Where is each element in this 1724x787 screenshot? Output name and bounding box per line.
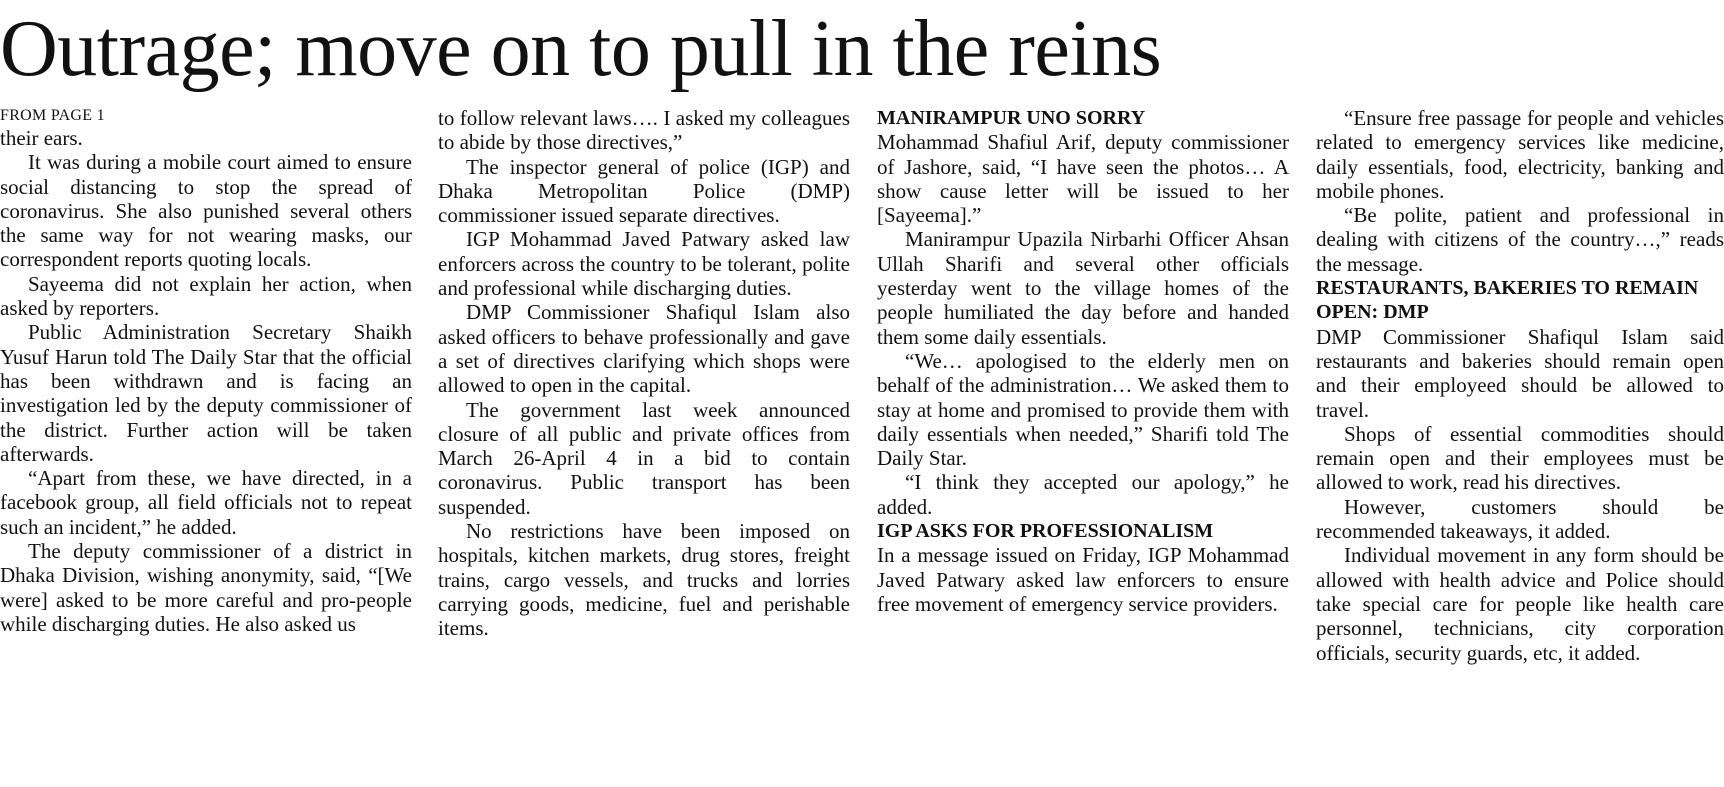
paragraph: The deputy commissioner of a district in Dhaka Division, wishing anonymity, said, “[We were] asked to be more careful and pro-people while discharging duties. He also asked us <box>0 539 412 636</box>
paragraph: In a message issued on Friday, IGP Mohammad Javed Patwary asked law enforcers to ensure free movement of emergency service providers. <box>877 543 1289 616</box>
paragraph: Mohammad Shafiul Arif, deputy commissioner of Jashore, said, “I have seen the photos… A show cause letter will be issued to her [Sayeema].” <box>877 130 1289 228</box>
article-column-3 <box>877 106 1289 786</box>
paragraph: Public Administration Secretary Shaikh Yusuf Harun told The Daily Star that the official has been withdrawn and is facing an investigation led by the deputy commissioner of the district. Further action will be taken afterwards. <box>0 320 412 466</box>
article-column-4 <box>1316 106 1724 786</box>
paragraph: DMP Commissioner Shafiqul Islam also asked officers to behave professionally and gave a set of directives clarifying which shops were allowed to open in the capital. <box>438 300 850 398</box>
paragraph: However, customers should be recommended takeaways, it added. <box>1316 494 1724 544</box>
paragraph: Manirampur Upazila Nirbarhi Officer Ahsan Ullah Sharifi and several other officials yesterday went to the village homes of the people humiliated the day before and handed them some daily essentials. <box>877 227 1289 349</box>
paragraph: DMP Commissioner Shafiqul Islam said restaurants and bakeries should remain open and their employeed should be allowed to travel. <box>1316 324 1724 422</box>
continuation-kicker: FROM PAGE 1 <box>0 107 105 124</box>
subhead-restaurants-bakeries: RESTAURANTS, BAKERIES TO REMAIN OPEN: DMP <box>1316 277 1699 324</box>
paragraph: Shops of essential commodities should remain open and their employees must be allowed to work, read his directives. <box>1316 421 1724 495</box>
paragraph: Individual movement in any form should be allowed with health advice and Police should take special care for people like health care personnel, technicians, city corporation officials, security guards, etc, it added. <box>1316 543 1724 665</box>
paragraph: Sayeema did not explain her action, when asked by reporters. <box>0 271 412 321</box>
paragraph: “Be polite, patient and professional in dealing with citizens of the country…,” reads the message. <box>1316 203 1724 276</box>
paragraph: It was during a mobile court aimed to ensure social distancing to stop the spread of coronavirus. She also punished several others the same way for not wearing masks, our correspondent reports quoting locals. <box>0 150 412 272</box>
paragraph: The inspector general of police (IGP) and Dhaka Metropolitan Police (DMP) commissioner issued separate directives. <box>438 154 850 228</box>
subhead-igp-professionalism: IGP ASKS FOR PROFESSIONALISM <box>877 520 1214 543</box>
headline: Outrage; move on to pull in the reins <box>0 5 1162 93</box>
paragraph: “Ensure free passage for people and vehicles related to emergency services like medicine, daily essentials, food, electricity, banking and mobile phones. <box>1316 106 1724 203</box>
paragraph: No restrictions have been imposed on hospitals, kitchen markets, drug stores, freight trains, cargo vessels, and trucks and lorries carrying goods, medicine, fuel and perishable items. <box>438 519 850 641</box>
subhead-manirampur-uno-sorry: MANIRAMPUR UNO SORRY <box>877 107 1146 129</box>
paragraph: their ears. <box>0 126 83 150</box>
article-column-1 <box>0 106 412 786</box>
paragraph: The government last week announced closure of all public and private offices from March 26-April 4 in a bid to contain coronavirus. Public transport has been suspended. <box>438 397 850 519</box>
paragraph: IGP Mohammad Javed Patwary asked law enforcers across the country to be tolerant, polite and professional while discharging duties. <box>438 227 850 301</box>
paragraph: “We… apologised to the elderly men on behalf of the administration… We asked them to stay at home and promised to provide them with daily essentials when needed,” Sharifi told The Daily Star. <box>877 348 1289 471</box>
article-column-2 <box>438 106 850 786</box>
paragraph: to follow relevant laws…. I asked my colleagues to abide by those directives,” <box>438 106 850 155</box>
paragraph: “Apart from these, we have directed, in a facebook group, all field officials not to repeat such an incident,” he added. <box>0 466 412 539</box>
paragraph: “I think they accepted our apology,” he added. <box>877 470 1289 519</box>
